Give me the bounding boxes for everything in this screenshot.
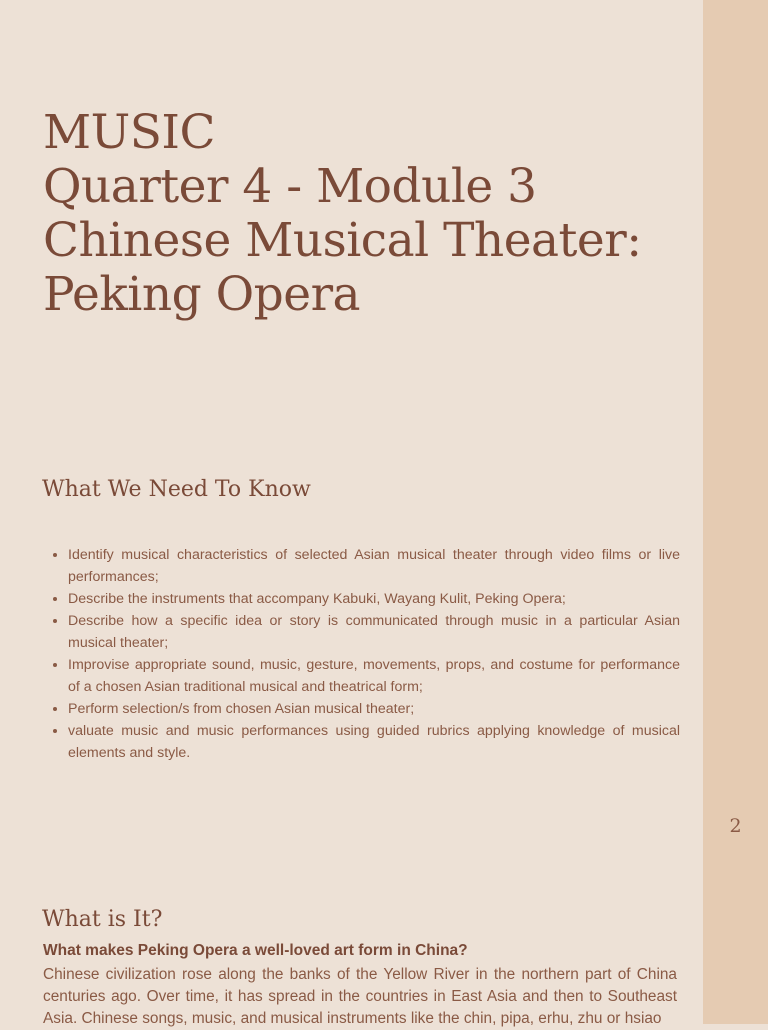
page-title bbox=[43, 106, 693, 322]
guiding-question: What makes Peking Opera a well-loved art form in China? bbox=[43, 942, 468, 959]
objectives-list bbox=[52, 544, 680, 764]
list-item: • Perform selection/s from chosen Asian musical theater; bbox=[68, 698, 680, 720]
side-band bbox=[703, 0, 768, 1024]
list-item: • Improvise appropriate sound, music, gesture, movements, props, and costume for performance of a chosen Asian traditional musical and theatrical form; bbox=[68, 654, 680, 698]
list-item: • Identify musical characteristics of selected Asian musical theater through video films or live performances; bbox=[68, 544, 680, 588]
title-line-module: Quarter 4 - Module 3 bbox=[43, 159, 537, 214]
list-item: • Describe how a specific idea or story is communicated through music in a particular Asian musical theater; bbox=[68, 610, 680, 654]
title-line-subtopic: Peking Opera bbox=[43, 267, 361, 322]
page-number: 2 bbox=[729, 815, 742, 837]
title-line-topic: Chinese Musical Theater: bbox=[43, 213, 642, 268]
body-paragraph: Chinese civilization rose along the banks of the Yellow River in the northern part of China centuries ago. Over time, it has spread in the countries in East Asia and then to Southeast Asia. Chinese songs, music, and musical instruments like the chin, pipa, erhu, zhu or hsiao bbox=[43, 966, 677, 1027]
list-item: • valuate music and music performances using guided rubrics applying knowledge of musical elements and style. bbox=[68, 720, 680, 764]
title-line-subject: MUSIC bbox=[43, 105, 215, 160]
section-heading-what-we-need-to-know: What We Need To Know bbox=[42, 477, 311, 502]
list-item: • Describe the instruments that accompany Kabuki, Wayang Kulit, Peking Opera; bbox=[68, 588, 680, 610]
section-heading-what-is-it: What is It? bbox=[42, 907, 163, 932]
